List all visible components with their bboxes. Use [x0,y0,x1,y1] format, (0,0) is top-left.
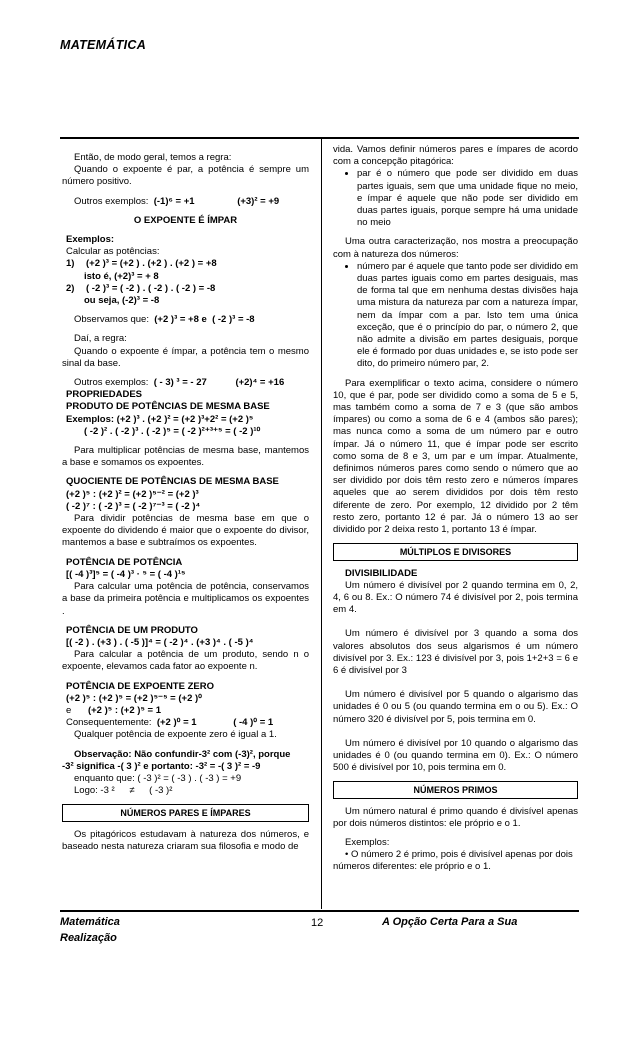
paragraph: Um número natural é primo quando é divisível apenas por dois números distintos: ele próprio e o 1. [333,805,578,829]
example-item [62,283,309,295]
section-heading: PROPRIEDADES [66,389,143,401]
paragraph: Um número é divisível por 3 quando a soma dos valores absolutos dos seus algarismos é um número divisível por 3. Ex.: 123 é divisível por 3, pois 1+2+3 = 6 e 6 é divisível por 3 [333,628,578,676]
label: Observamos que: [74,314,149,326]
math-expression: (+2 )⁵ : (+2 )⁵ = (+2 )⁵⁻⁵ = (+2 )⁰ [66,692,202,704]
math-line [62,705,309,717]
bullet-list [333,261,578,371]
label: Outros exemplos: [74,377,149,389]
math-expression: ( -3 )² [149,785,173,797]
observation-heading: Observação: Não confundir-3² com (-3)², porque [74,748,291,760]
list-item: • número par é aquele que tanto pode ser dividido em duas partes iguais como em partes desiguais, mas de forma tal que em nenhuma destas divisões haja uma mistura da natureza par com a natureza ímpar, nem da ímpar com a par. Isto tem uma única exceção, que é o princípio do par, o número 2, que não admite a divisão em partes desiguais, porque ele é formado por duas unidades e, se isto pode ser dito, do primeiro número par, 2. [357,261,578,371]
section-box-heading: NÚMEROS PARES E ÍMPARES [62,804,309,821]
paragraph: Um número é divisível por 10 quando o algarismo das unidades é 0 (ou quando termina em 0). Ex.: O número 500 é divisível por 10, pois termina em 0. [333,737,578,774]
footer-left [60,914,120,946]
section-heading: DIVISIBILIDADE [345,567,418,579]
paragraph: Daí, a regra: [74,333,127,345]
list-item: • O número 2 é primo, pois é divisível apenas por dois números diferentes: ele próprio e o 1. [333,849,573,873]
list-item: • par é o número que pode ser dividido em duas partes iguais, sem que uma unidade fique no meio, e ímpar é aquele que não pode ser dividido em duas partes iguais, porque sempre há uma unidade no meio [357,168,578,229]
math-expression: (+2)⁴ = +16 [235,377,285,389]
math-expression: (+3)² = +9 [237,195,280,207]
math-expression: ( -2 )² . ( -2 )³ . ( -2 )⁵ = ( -2 )²⁺³⁺⁵ = ( -2 )¹⁰ [84,425,261,437]
section-heading: QUOCIENTE DE POTÊNCIAS DE MESMA BASE [66,476,279,488]
label: Outros exemplos: [74,195,149,207]
math-expression: (+2 )⁵ : (+2 )² = (+2 )⁵⁻² = (+2 )³ [66,488,199,500]
paragraph: Para multiplicar potências de mesma base, mantemos a base e somamos os expoentes. [62,445,309,469]
section-heading: POTÊNCIA DE UM PRODUTO [66,624,198,636]
not-equal-symbol: ≠ [129,785,135,797]
math-expression: enquanto que: ( -3 )² = ( -3 ) . ( -3 ) = +9 [74,772,242,784]
paragraph: Para exemplificar o texto acima, considere o número 10, que é par, pode ser dividido como a soma de 5 e 5, mas também como a soma de 7 e 3 (que são ambos ímpares) ou como a soma de 6 e 4 (ambos são pares); mas nunca como a soma de um número par e outro ímpar. Já o número 11, que é ímpar pode ser escrito como soma de 8 e 3, um par e um ímpar. Atualmente, definimos números pares como sendo o número que ao ser dividido por dois têm resto zero e números ímpares aqueles que ao serem divididos por dois têm resto diferente de zero. Por exemplo, 12 dividido por 2 têm resto zero, portanto 12 é par. Já o número 13 ao ser dividido por 2 deixa resto 1, portanto 13 é ímpar. [333,377,578,536]
paragraph: Para calcular a potência de um produto, sendo n o expoente, elevamos cada fator ao expoente n. [62,649,309,673]
right-column [333,144,578,874]
math-expression: -3² significa -( 3 )² e portanto: -3² = -( 3 )² = -9 [62,760,261,772]
math-expression: Logo: -3 ² [74,785,115,797]
other-examples-line [62,196,309,208]
math-expression: ( - 3) ³ = - 27 [153,377,207,389]
section-heading: POTÊNCIA DE POTÊNCIA [66,556,183,568]
math-expression: [( -2 ) . (+3 ) . ( -5 )]⁴ = ( -2 )⁴ . (+3 )⁴ . ( -5 )⁴ [66,636,254,648]
math-expression: isto é, (+2)³ = + 8 [84,270,159,282]
section-box-heading: NÚMEROS PRIMOS [333,781,578,798]
math-expression: ( -2 )⁷ : ( -2 )³ = ( -2 )⁷⁻³ = ( -2 )⁴ [66,500,201,512]
footer-right: A Opção Certa Para a Sua [382,916,518,928]
left-column [62,144,309,853]
bottom-rule [60,910,579,912]
math-line [62,717,309,729]
example-item [62,258,309,270]
item-number: 1) [66,258,75,270]
paragraph: Quando o expoente é ímpar, a potência tem o mesmo sinal da base. [62,345,309,369]
column-divider [321,139,322,909]
math-expression: ( -2 )³ = ( -2 ) . ( -2 ) . ( -2 ) = -8 [86,282,216,294]
section-heading: POTÊNCIA DE EXPOENTE ZERO [66,680,214,692]
math-expression: ( -2 )³ = -8 [212,314,255,326]
page-header-title: MATEMÁTICA [60,38,147,52]
paragraph: Qualquer potência de expoente zero é igual a 1. [74,729,277,741]
paragraph: Os pitagóricos estudavam à natureza dos números, e baseado nesta natureza criaram sua filosofia e modo de [62,828,309,852]
top-rule [60,137,579,139]
math-expression: ou seja, (-2)³ = -8 [84,295,160,307]
math-expression: Exemplos: (+2 )³ . (+2 )² = (+2 )³+2² = (+2 )⁵ [66,413,254,425]
paragraph: vida. Vamos definir números pares e ímpares de acordo com a concepção pitagórica: [333,144,578,168]
paragraph: Quando o expoente é par, a potência é sempre um número positivo. [62,164,309,188]
math-expression: (-1)⁶ = +1 [153,195,195,207]
label: e [66,704,72,716]
item-number: 2) [66,282,75,294]
paragraph: Exemplos: [345,836,390,848]
math-expression: (+2 )⁵ : (+2 )⁵ = 1 [87,704,162,716]
footer-realizacao: Realização [60,932,117,944]
math-expression: (+2 )³ = (+2 ) . (+2 ) . (+2 ) = +8 [86,258,217,270]
page-number: 12 [311,917,324,929]
paragraph: Para dividir potências de mesma base em que o expoente do dividendo é maior que o expoente do divisor, mantemos a base e subtraímos os expoentes. [62,513,309,549]
paragraph: Uma outra caracterização, nos mostra a preocupação com à natureza dos números: [333,236,578,260]
examples-heading: Exemplos: [66,234,115,246]
footer-subject: Matemática [60,916,120,928]
other-examples-line [62,377,309,389]
paragraph: Um número é divisível por 5 quando o algarismo das unidades é 0 ou 5 (ou quando termina em o ou 5). Ex.: O número 320 é divisível por 5, pois termina em 0. [333,689,578,725]
math-expression: [( -4 )³]⁵ = ( -4 )³ · ⁵ = ( -4 )¹⁵ [66,568,186,580]
bullet-list [333,168,578,229]
math-line [62,785,309,797]
paragraph: Para calcular uma potência de potência, conservamos a base da primeira potência e multiplicamos os expoentes . [62,581,309,617]
paragraph: Então, de modo geral, temos a regra: [74,152,232,163]
math-expression: (+2 )⁰ = 1 [156,717,197,729]
observation-line [62,314,309,326]
section-heading: O EXPOENTE É ÍMPAR [133,214,238,226]
math-expression: ( -4 )⁰ = 1 [233,717,274,729]
section-heading: PRODUTO DE POTÊNCIAS DE MESMA BASE [66,401,270,413]
paragraph: Calcular as potências: [66,246,160,258]
section-box-heading: MÚLTIPLOS E DIVISORES [333,543,578,560]
math-expression: (+2 )³ = +8 e [154,314,207,326]
paragraph: Um número é divisível por 2 quando termina em 0, 2, 4, 6 ou 8. Ex.: O número 74 é divisível por 2, pois termina em 4. [333,579,578,616]
label: Consequentemente: [66,717,152,729]
